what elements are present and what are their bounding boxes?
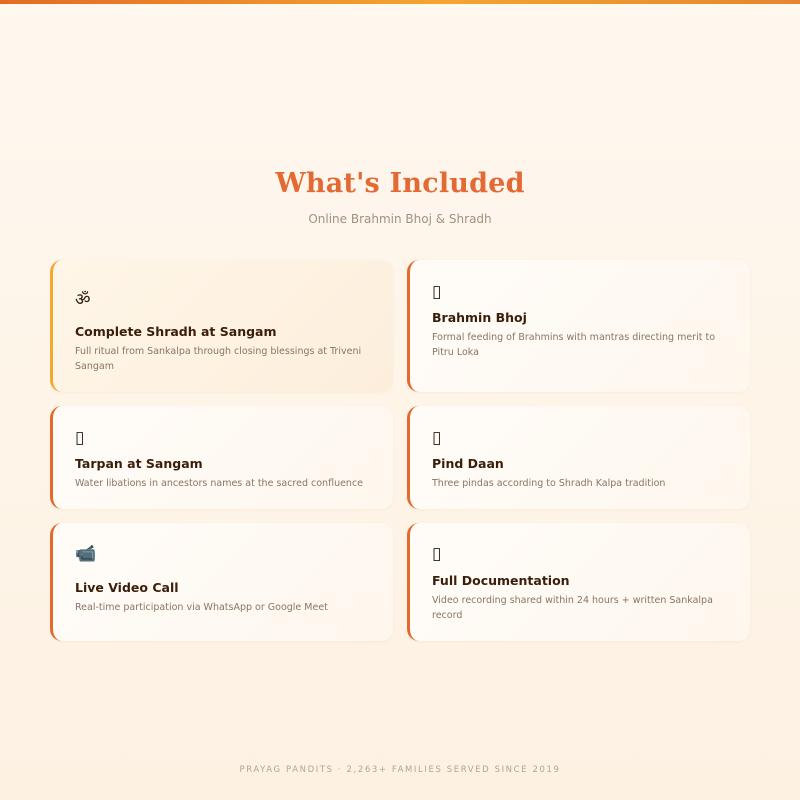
card-full-documentation: [407, 523, 750, 641]
card-pind-daan: [407, 406, 750, 509]
om-icon: ॐ: [75, 290, 91, 310]
water-icon: ▯: [75, 428, 85, 448]
card-brahmin-bhoj: [407, 260, 750, 392]
card-description: Full ritual from Sankalpa through closing blessings at Triveni Sangam: [75, 346, 362, 372]
card-live-video-call: [50, 523, 393, 641]
card-title: Complete Shradh at Sangam: [75, 324, 277, 339]
pinda-icon: ▯: [432, 428, 442, 448]
document-icon: ▯: [432, 544, 442, 564]
section-subtitle: Online Brahmin Bhoj & Shradh: [308, 212, 492, 226]
top-accent-bar: [0, 0, 800, 4]
card-title: Brahmin Bhoj: [432, 310, 527, 325]
card-title: Tarpan at Sangam: [75, 456, 203, 471]
card-description: Formal feeding of Brahmins with mantras directing merit to Pitru Loka: [432, 332, 716, 358]
card-description: Water libations in ancestors names at the sacred confluence: [75, 478, 364, 489]
card-tarpan: [50, 406, 393, 509]
card-description: Video recording shared within 24 hours + written Sankalpa record: [432, 595, 713, 621]
card-description: Three pindas according to Shradh Kalpa tradition: [432, 478, 666, 489]
video-call-icon: 📹: [75, 544, 97, 564]
food-icon: ▯: [432, 282, 442, 302]
card-title: Live Video Call: [75, 580, 179, 595]
footer-text: PRAYAG PANDITS · 2,263+ FAMILIES SERVED SINCE 2019: [239, 765, 561, 775]
card-description: Real-time participation via WhatsApp or Google Meet: [75, 602, 328, 613]
card-complete-shradh: [50, 260, 393, 392]
card-title: Full Documentation: [432, 573, 570, 588]
section-title: What's Included: [275, 168, 525, 199]
card-title: Pind Daan: [432, 456, 504, 471]
